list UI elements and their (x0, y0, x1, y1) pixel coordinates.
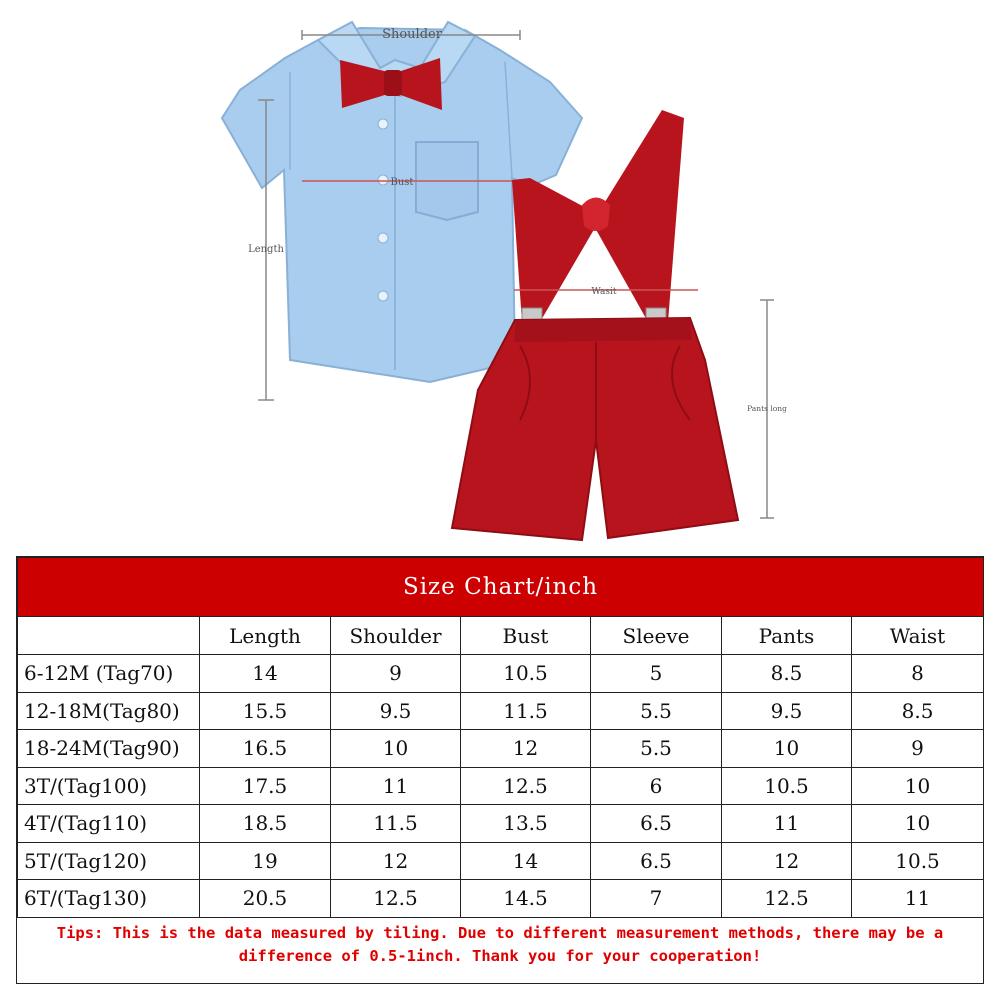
shoulder-col-cell: 12 (331, 842, 461, 880)
waist-col-cell: 10 (852, 767, 984, 805)
size-chart (16, 556, 984, 984)
pants-long-label: Pants long (747, 404, 787, 413)
size-col-cell: 4T/(Tag110) (18, 805, 200, 843)
table-row (18, 880, 984, 918)
pants-col-cell: 12.5 (722, 880, 852, 918)
shoulder-label: Shoulder (382, 27, 442, 42)
waist-col-cell: 10.5 (852, 842, 984, 880)
sleeve-col-header: Sleeve (591, 617, 722, 655)
size-col-cell: 18-24M(Tag90) (18, 730, 200, 768)
table-row (18, 805, 984, 843)
pants-col-cell: 10.5 (722, 767, 852, 805)
shoulder-col-header: Shoulder (331, 617, 461, 655)
table-row (18, 842, 984, 880)
size-col-cell: 12-18M(Tag80) (18, 692, 200, 730)
table-row (18, 730, 984, 768)
length-col-cell: 14 (200, 655, 331, 693)
pants-long-measure (747, 300, 787, 518)
length-col-cell: 17.5 (200, 767, 331, 805)
sleeve-col-cell: 5.5 (591, 730, 722, 768)
bust-label: Bust (390, 177, 414, 188)
tips-note: Tips: This is the data measured by tiling. Due to different measurement methods, there may be a difference of 0.5-1inch. Thank you for your cooperation! (56, 923, 944, 965)
size-col-cell: 6-12M (Tag70) (18, 655, 200, 693)
chart-title: Size Chart/inch (18, 558, 984, 617)
size-col-cell: 6T/(Tag130) (18, 880, 200, 918)
pants-col-cell: 8.5 (722, 655, 852, 693)
length-col-cell: 19 (200, 842, 331, 880)
shoulder-col-cell: 11 (331, 767, 461, 805)
length-col-header: Length (200, 617, 331, 655)
length-col-cell: 15.5 (200, 692, 331, 730)
sleeve-col-cell: 5 (591, 655, 722, 693)
sleeve-col-cell: 6 (591, 767, 722, 805)
waist-col-cell: 8.5 (852, 692, 984, 730)
pants-col-cell: 10 (722, 730, 852, 768)
waist-label: Wasit (591, 287, 617, 297)
bust-col-cell: 14 (461, 842, 591, 880)
sleeve-col-cell: 6.5 (591, 805, 722, 843)
shoulder-col-cell: 9.5 (331, 692, 461, 730)
size-col-cell: 5T/(Tag120) (18, 842, 200, 880)
pants-col-cell: 12 (722, 842, 852, 880)
waist-col-cell: 8 (852, 655, 984, 693)
table-row (18, 655, 984, 693)
length-label: Length (248, 244, 284, 255)
shoulder-col-cell: 9 (331, 655, 461, 693)
length-col-cell: 20.5 (200, 880, 331, 918)
bust-col-cell: 12 (461, 730, 591, 768)
size-col-header (18, 617, 200, 655)
shoulder-col-cell: 10 (331, 730, 461, 768)
waist-col-cell: 10 (852, 805, 984, 843)
sleeve-col-cell: 7 (591, 880, 722, 918)
header-row (18, 617, 984, 655)
bust-col-header: Bust (461, 617, 591, 655)
pants-col-cell: 11 (722, 805, 852, 843)
length-col-cell: 16.5 (200, 730, 331, 768)
waist-col-cell: 9 (852, 730, 984, 768)
bust-col-cell: 13.5 (461, 805, 591, 843)
table-row (18, 692, 984, 730)
shoulder-col-cell: 12.5 (331, 880, 461, 918)
size-table (17, 557, 984, 918)
waist-col-cell: 11 (852, 880, 984, 918)
pants-col-cell: 9.5 (722, 692, 852, 730)
pants-col-header: Pants (722, 617, 852, 655)
shoulder-col-cell: 11.5 (331, 805, 461, 843)
bust-col-cell: 10.5 (461, 655, 591, 693)
bust-col-cell: 14.5 (461, 880, 591, 918)
bust-col-cell: 12.5 (461, 767, 591, 805)
sleeve-col-cell: 6.5 (591, 842, 722, 880)
waist-col-header: Waist (852, 617, 984, 655)
length-col-cell: 18.5 (200, 805, 331, 843)
size-col-cell: 3T/(Tag100) (18, 767, 200, 805)
bust-col-cell: 11.5 (461, 692, 591, 730)
table-row (18, 767, 984, 805)
sleeve-col-cell: 5.5 (591, 692, 722, 730)
